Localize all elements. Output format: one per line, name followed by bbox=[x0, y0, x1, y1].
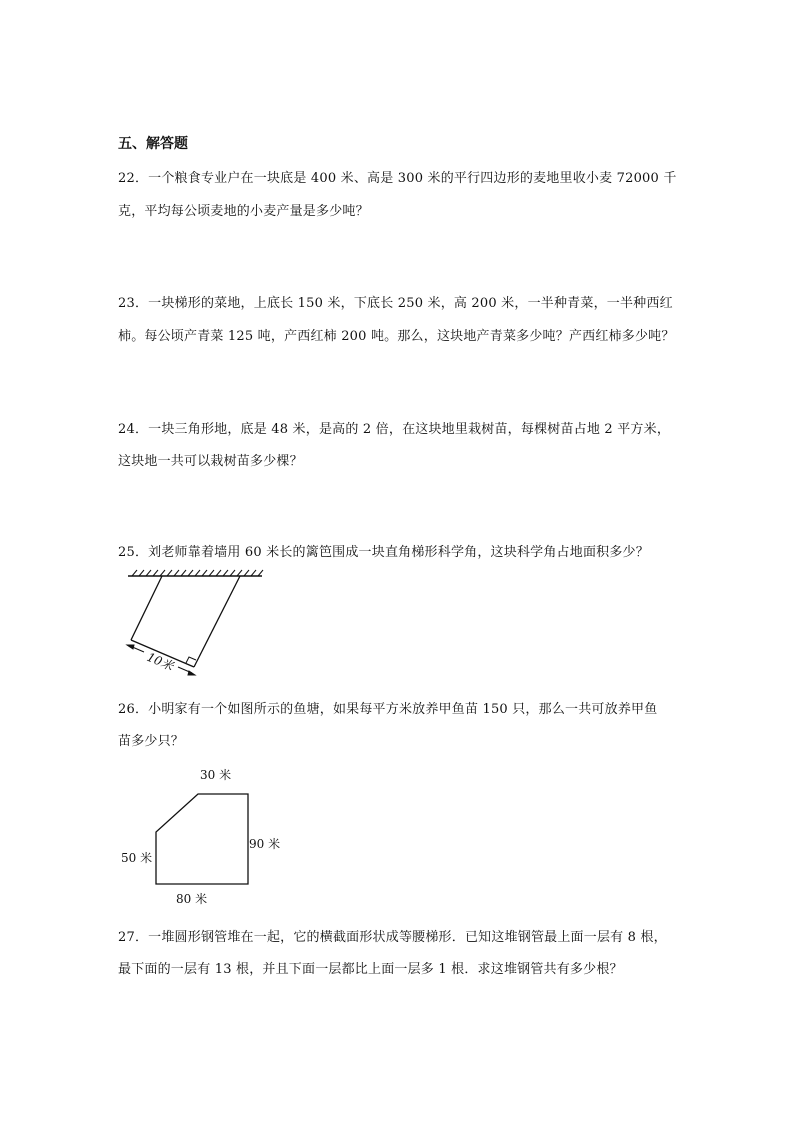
top-label: 30 米 bbox=[200, 768, 232, 782]
question-22-line-1: 22．一个粮食专业户在一块底是 400 米、高是 300 米的平行四边形的麦地里收小麦 72000 千 bbox=[118, 171, 677, 186]
question-24-line-2: 这块地一共可以栽树苗多少棵？ bbox=[118, 454, 303, 469]
left-label: 50 米 bbox=[121, 851, 153, 865]
question-26-line-1: 26．小明家有一个如图所示的鱼塘，如果每平方米放养甲鱼苗 150 只，那么一共可放养甲鱼 bbox=[118, 702, 658, 717]
right-angle-mark bbox=[186, 657, 196, 663]
question-22-line-2: 克，平均每公顷麦地的小麦产量是多少吨？ bbox=[118, 204, 369, 219]
section-heading: 五、解答题 bbox=[118, 136, 188, 152]
question-25-figure bbox=[122, 568, 272, 680]
bottom-label: 80 米 bbox=[176, 892, 208, 906]
question-24-line-1: 24．一块三角形地，底是 48 米，是高的 2 倍，在这块地里栽树苗，每棵树苗占地 2 平方米， bbox=[118, 422, 671, 437]
dimension-label: 10米 bbox=[144, 649, 176, 674]
wall bbox=[128, 570, 263, 576]
question-27-line-1: 27．一堆圆形钢管堆在一起，它的横截面形状成等腰梯形．已知这堆钢管最上面一层有 8 根， bbox=[118, 930, 667, 945]
pond-outline bbox=[156, 794, 248, 884]
question-23-line-1: 23．一块梯形的菜地，上底长 150 米，下底长 250 米，高 200 米，一半种青菜，一半种西红 bbox=[118, 296, 673, 311]
question-23-line-2: 柿。每公顷产青菜 125 吨，产西红柿 200 吨。那么，这块地产青菜多少吨？产西红柿多少吨？ bbox=[118, 329, 675, 344]
question-25-line-1: 25．刘老师靠着墙用 60 米长的篱笆围成一块直角梯形科学角，这块科学角占地面积多少？ bbox=[118, 545, 649, 560]
question-26-line-2: 苗多少只？ bbox=[118, 734, 185, 749]
fence-outline bbox=[131, 576, 240, 667]
question-27-line-2: 最下面的一层有 13 根，并且下面一层都比上面一层多 1 根．求这堆钢管共有多少根？ bbox=[118, 962, 623, 977]
question-26-figure bbox=[118, 762, 288, 912]
right-label: 90 米 bbox=[249, 837, 281, 851]
